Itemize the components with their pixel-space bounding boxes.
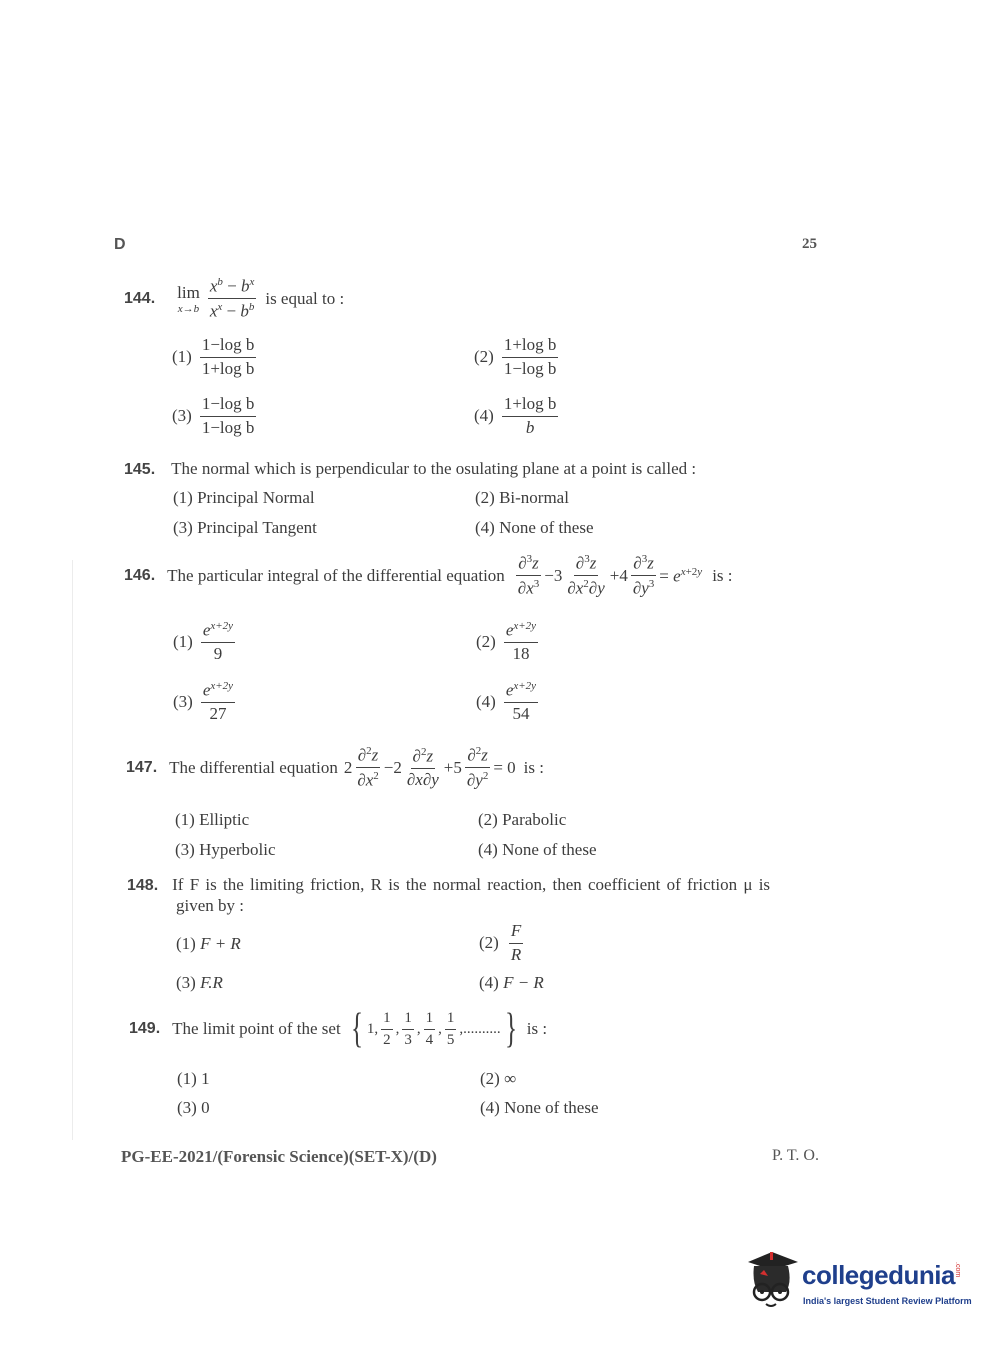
question-trail: is : xyxy=(712,565,733,585)
option-numerator: 1−log b xyxy=(200,395,257,417)
option-text: 0 xyxy=(201,1098,210,1117)
differential-equation: $\frac{\partial^3z}{\partial x^3}$ −3 $\frac{\partial^3z}{\partial x^2\partial y}$ +4 $\frac{\partial^3z}{\partial y^3}$ = $e^{x+2y}$ xyxy=(517,553,703,598)
option-label: (3) xyxy=(175,840,195,859)
option-144-1 xyxy=(172,336,259,378)
option-148-4 xyxy=(479,973,544,993)
option-denominator: 1−log b xyxy=(503,358,557,378)
paper-code: PG-EE-2021/(Forensic Science)(SET-X)/(D) xyxy=(121,1147,437,1166)
question-number: 147. xyxy=(126,758,158,776)
question-text-line1: If F is the limiting friction, R is the normal reaction, then coefficient of friction μ is xyxy=(172,875,771,894)
option-text: None of these xyxy=(499,518,594,537)
mascot-icon xyxy=(742,1248,802,1312)
lim-subscript: x→b xyxy=(177,302,200,315)
option-text: Elliptic xyxy=(199,810,250,829)
collegedunia-watermark xyxy=(742,1248,972,1318)
option-exponent: x+2y xyxy=(513,620,537,632)
option-label: (1) xyxy=(173,632,193,652)
option-147-2 xyxy=(478,810,566,830)
question-text: The particular integral of the differential equation xyxy=(167,565,505,585)
option-exponent: x+2y xyxy=(513,680,537,692)
option-denominator: 1+log b xyxy=(201,358,255,378)
brand-name: collegedunia xyxy=(802,1260,955,1290)
option-label: (3) xyxy=(173,692,193,712)
option-148-1 xyxy=(176,934,241,954)
option-label: (2) xyxy=(476,632,496,652)
lim-text: lim xyxy=(177,282,200,302)
option-label: (1) xyxy=(177,1069,197,1088)
question-trail: is equal to : xyxy=(265,288,345,308)
option-denominator: 18 xyxy=(512,644,530,664)
option-denominator: 9 xyxy=(213,644,223,664)
option-label: (4) xyxy=(475,518,495,537)
option-144-4 xyxy=(474,395,561,437)
option-147-3 xyxy=(175,840,276,860)
option-149-1 xyxy=(177,1069,210,1089)
question-number: 149. xyxy=(129,1020,161,1037)
option-text: None of these xyxy=(504,1098,599,1117)
option-label: (4) xyxy=(480,1098,500,1117)
option-label: (4) xyxy=(478,840,498,859)
question-145 xyxy=(124,459,696,479)
option-denominator: 54 xyxy=(512,704,530,724)
option-text: F + R xyxy=(200,934,241,953)
option-145-1 xyxy=(173,488,315,508)
set-letter: D xyxy=(114,236,126,253)
option-denominator: R xyxy=(510,944,522,964)
set-expression: { 1, $\frac{1}{2}$ , $\frac{1}{3}$ , $\frac{1}{4}$ , $\frac{1}{5}$ ,.......... } xyxy=(350,1006,517,1052)
scan-margin-line xyxy=(72,560,73,1140)
option-146-1 xyxy=(173,620,238,664)
option-label: (3) xyxy=(177,1098,197,1117)
option-exponent: x+2y xyxy=(210,680,234,692)
option-label: (2) xyxy=(479,933,499,953)
option-label: (3) xyxy=(173,518,193,537)
option-147-1 xyxy=(175,810,249,830)
option-text: Hyperbolic xyxy=(199,840,276,859)
option-144-2 xyxy=(474,336,561,378)
option-label: (1) xyxy=(173,488,193,507)
option-146-4 xyxy=(476,680,541,724)
option-label: (2) xyxy=(480,1069,500,1088)
page-number: 25 xyxy=(802,236,817,252)
option-149-2 xyxy=(480,1069,516,1089)
option-numerator: 1+log b xyxy=(502,395,559,417)
question-number: 144. xyxy=(124,289,156,307)
option-text: ∞ xyxy=(504,1069,517,1088)
option-149-4 xyxy=(480,1098,599,1118)
option-label: (4) xyxy=(474,406,494,426)
option-text: 1 xyxy=(201,1069,210,1088)
question-trail: is : xyxy=(523,757,544,777)
option-denominator: 27 xyxy=(209,704,227,724)
option-text: Bi-normal xyxy=(499,488,569,507)
option-label: (1) xyxy=(176,934,196,953)
option-149-3 xyxy=(177,1098,210,1118)
question-144 xyxy=(124,276,344,322)
option-label: (3) xyxy=(176,973,196,992)
option-147-4 xyxy=(478,840,597,860)
option-denominator: b xyxy=(525,417,535,437)
question-text: The differential equation xyxy=(169,757,338,777)
option-145-2 xyxy=(475,488,569,508)
option-text: Parabolic xyxy=(502,810,567,829)
option-numerator: e xyxy=(202,620,211,640)
question-147 xyxy=(126,745,544,791)
option-text: None of these xyxy=(502,840,597,859)
option-numerator: e xyxy=(202,680,211,700)
option-numerator: 1+log b xyxy=(502,336,559,358)
question-number: 146. xyxy=(124,566,156,584)
option-label: (1) xyxy=(175,810,195,829)
limit-operator xyxy=(177,283,200,315)
option-numerator: F xyxy=(509,922,523,944)
option-145-3 xyxy=(173,518,317,538)
question-number: 148. xyxy=(127,877,159,894)
brand-tagline: India's largest Student Review Platform xyxy=(803,1296,972,1306)
question-149 xyxy=(129,1008,547,1050)
limit-fraction: $\frac{x^b - b^x}{x^x - b^b}$ xyxy=(209,276,255,321)
option-numerator: 1−log b xyxy=(200,336,257,358)
option-label: (3) xyxy=(172,406,192,426)
option-146-2 xyxy=(476,620,541,664)
option-145-4 xyxy=(475,518,594,538)
question-text: The normal which is perpendicular to the osulating plane at a point is called : xyxy=(171,459,697,478)
option-label: (2) xyxy=(474,347,494,367)
question-146 xyxy=(124,553,733,599)
option-148-2 xyxy=(479,922,526,964)
option-text: F.R xyxy=(200,973,223,992)
option-146-3 xyxy=(173,680,238,724)
option-label: (2) xyxy=(475,488,495,507)
differential-equation: 2 $\frac{\partial^2z}{\partial x^2}$ −2 $\frac{\partial^2z}{\partial x\partial y}$ +5 $\frac{\partial^2z}{\partial y^2}$ = 0 xyxy=(343,745,516,790)
brand-com: .com xyxy=(954,1262,961,1278)
option-text: Principal Tangent xyxy=(197,518,317,537)
pto-label: P. T. O. xyxy=(772,1147,819,1164)
question-148 xyxy=(127,875,827,895)
option-label: (4) xyxy=(479,973,499,992)
option-label: (2) xyxy=(478,810,498,829)
option-144-3 xyxy=(172,395,259,437)
question-number: 145. xyxy=(124,461,156,478)
question-text: The limit point of the set xyxy=(172,1019,341,1038)
option-text: Principal Normal xyxy=(197,488,315,507)
option-148-3 xyxy=(176,973,223,993)
option-numerator: e xyxy=(505,680,514,700)
option-exponent: x+2y xyxy=(210,620,234,632)
option-numerator: e xyxy=(505,620,514,640)
option-label: (1) xyxy=(172,347,192,367)
option-denominator: 1−log b xyxy=(201,417,255,437)
option-label: (4) xyxy=(476,692,496,712)
question-text-line2: given by : xyxy=(176,896,244,915)
option-text: F − R xyxy=(503,973,544,992)
question-trail: is : xyxy=(526,1019,548,1038)
